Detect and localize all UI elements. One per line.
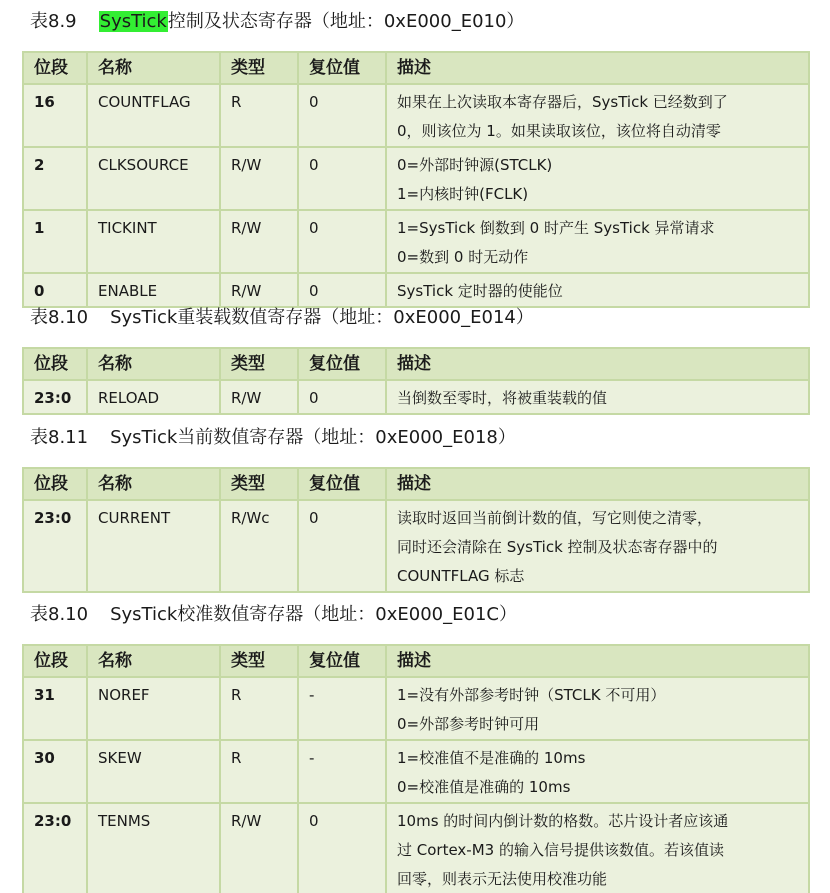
- caption-text: SysTick校准数值寄存器（地址：0xE000_E01C）: [110, 604, 517, 625]
- name-cell: SKEW: [87, 740, 220, 803]
- header-name: 名称: [87, 348, 220, 380]
- type-cell: R/W: [220, 147, 298, 210]
- register-table-reload: [22, 347, 810, 415]
- header-name: 名称: [87, 52, 220, 84]
- caption-text: 控制及状态寄存器（地址：0xE000_E010）: [167, 11, 525, 32]
- bit-cell: 16: [23, 84, 87, 147]
- name-cell: TENMS: [87, 803, 220, 893]
- desc-cell: [386, 210, 809, 273]
- name-cell: RELOAD: [87, 380, 220, 414]
- desc-line: 当倒数至零时，将被重装载的值: [397, 389, 608, 407]
- header-bit: 位段: [23, 468, 87, 500]
- type-cell: R/W: [220, 210, 298, 273]
- register-table-calib: [22, 644, 810, 893]
- desc-line: 0=数到 0 时无动作: [397, 248, 529, 266]
- register-table-ctrl: [22, 51, 810, 308]
- desc-line: 回零，则表示无法使用校准功能: [397, 870, 608, 888]
- table-row: [23, 803, 809, 893]
- bit-cell: 1: [23, 210, 87, 273]
- header-desc: 描述: [386, 645, 809, 677]
- table-calib-caption: [30, 603, 517, 627]
- table-row: [23, 500, 809, 592]
- desc-line: 过 Cortex-M3 的输入信号提供该数值。若该值读: [397, 841, 724, 859]
- desc-line: 1=没有外部参考时钟（STCLK 不可用）: [397, 686, 666, 704]
- desc-cell: [386, 273, 809, 307]
- table-header-row: [23, 52, 809, 84]
- bit-cell: 23:0: [23, 380, 87, 414]
- table-8-11-caption: [30, 426, 516, 450]
- type-cell: R/W: [220, 380, 298, 414]
- desc-line: 0=外部时钟源(STCLK): [397, 156, 553, 174]
- desc-line: 如果在上次读取本寄存器后，SysTick 已经数到了: [397, 93, 728, 111]
- name-cell: TICKINT: [87, 210, 220, 273]
- bit-cell: 31: [23, 677, 87, 740]
- table-row: [23, 84, 809, 147]
- reset-cell: 0: [298, 500, 386, 592]
- caption-text: SysTick当前数值寄存器（地址：0xE000_E018）: [110, 427, 516, 448]
- desc-cell: [386, 500, 809, 592]
- name-cell: COUNTFLAG: [87, 84, 220, 147]
- type-cell: R: [220, 740, 298, 803]
- name-cell: NOREF: [87, 677, 220, 740]
- reset-cell: -: [298, 740, 386, 803]
- header-type: 类型: [220, 348, 298, 380]
- reset-cell: 0: [298, 147, 386, 210]
- header-bit: 位段: [23, 348, 87, 380]
- header-reset: 复位值: [298, 52, 386, 84]
- table-8-10-caption: [30, 306, 534, 330]
- reset-cell: 0: [298, 210, 386, 273]
- type-cell: R: [220, 677, 298, 740]
- table-row: [23, 740, 809, 803]
- header-desc: 描述: [386, 52, 809, 84]
- header-reset: 复位值: [298, 645, 386, 677]
- type-cell: R/W: [220, 803, 298, 893]
- caption-text: SysTick重装载数值寄存器（地址：0xE000_E014）: [110, 307, 534, 328]
- table-header-row: [23, 348, 809, 380]
- bit-cell: 23:0: [23, 803, 87, 893]
- desc-line: 1=校准值不是准确的 10ms: [397, 749, 586, 767]
- header-type: 类型: [220, 52, 298, 84]
- desc-line: 读取时返回当前倒计数的值，写它则使之清零，: [397, 509, 713, 527]
- table-header-row: [23, 645, 809, 677]
- header-desc: 描述: [386, 468, 809, 500]
- desc-line: COUNTFLAG 标志: [397, 567, 525, 585]
- desc-line: SysTick 定时器的使能位: [397, 282, 563, 300]
- reset-cell: 0: [298, 84, 386, 147]
- reset-cell: -: [298, 677, 386, 740]
- desc-cell: [386, 84, 809, 147]
- desc-cell: [386, 380, 809, 414]
- type-cell: R/W: [220, 273, 298, 307]
- bit-cell: 23:0: [23, 500, 87, 592]
- register-table-current: [22, 467, 810, 593]
- bit-cell: 2: [23, 147, 87, 210]
- name-cell: CLKSOURCE: [87, 147, 220, 210]
- desc-cell: [386, 147, 809, 210]
- caption-number: 表8.9: [30, 11, 77, 32]
- name-cell: CURRENT: [87, 500, 220, 592]
- caption-number: 表8.11: [30, 427, 89, 448]
- desc-line: 同时还会清除在 SysTick 控制及状态寄存器中的: [397, 538, 718, 556]
- table-row: [23, 677, 809, 740]
- desc-cell: [386, 740, 809, 803]
- reset-cell: 0: [298, 273, 386, 307]
- desc-line: 0=校准值是准确的 10ms: [397, 778, 571, 796]
- caption-number: 表8.10: [30, 307, 89, 328]
- desc-cell: [386, 677, 809, 740]
- desc-line: 1=内核时钟(FCLK): [397, 185, 529, 203]
- table-row: [23, 147, 809, 210]
- table-row: [23, 210, 809, 273]
- header-bit: 位段: [23, 52, 87, 84]
- header-desc: 描述: [386, 348, 809, 380]
- caption-number: 表8.10: [30, 604, 89, 625]
- table-header-row: [23, 468, 809, 500]
- header-type: 类型: [220, 645, 298, 677]
- desc-cell: [386, 803, 809, 893]
- reset-cell: 0: [298, 380, 386, 414]
- caption-highlight: SysTick: [99, 11, 167, 32]
- reset-cell: 0: [298, 803, 386, 893]
- table-row: [23, 380, 809, 414]
- name-cell: ENABLE: [87, 273, 220, 307]
- table-8-9-caption: [30, 10, 524, 34]
- header-name: 名称: [87, 645, 220, 677]
- type-cell: R: [220, 84, 298, 147]
- header-reset: 复位值: [298, 348, 386, 380]
- desc-line: 10ms 的时间内倒计数的格数。芯片设计者应该通: [397, 812, 729, 830]
- header-bit: 位段: [23, 645, 87, 677]
- desc-line: 0，则该位为 1。如果读取该位，该位将自动清零: [397, 122, 721, 140]
- desc-line: 0=外部参考时钟可用: [397, 715, 540, 733]
- type-cell: R/Wc: [220, 500, 298, 592]
- header-name: 名称: [87, 468, 220, 500]
- desc-line: 1=SysTick 倒数到 0 时产生 SysTick 异常请求: [397, 219, 715, 237]
- table-row: [23, 273, 809, 307]
- header-type: 类型: [220, 468, 298, 500]
- bit-cell: 0: [23, 273, 87, 307]
- bit-cell: 30: [23, 740, 87, 803]
- header-reset: 复位值: [298, 468, 386, 500]
